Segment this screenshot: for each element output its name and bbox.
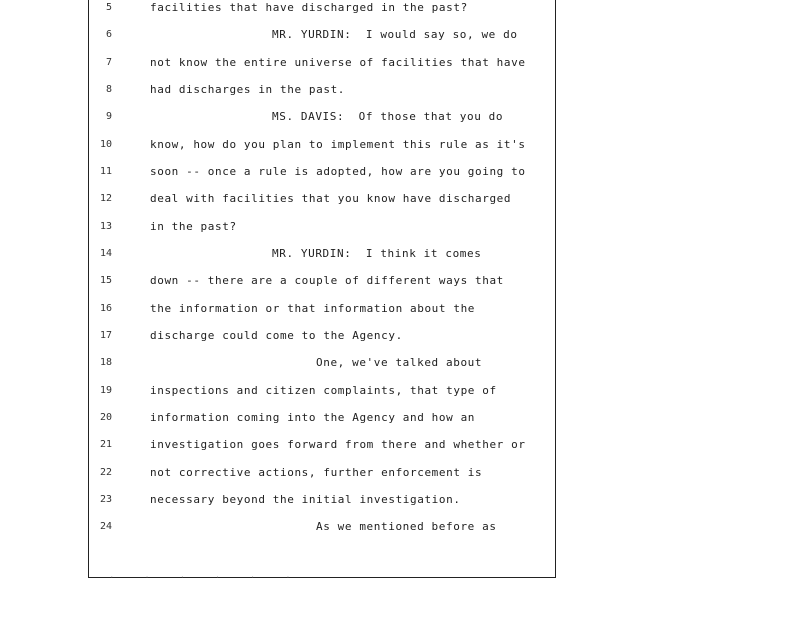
line-number: 13 xyxy=(99,221,112,232)
line-text: not corrective actions, further enforcement is xyxy=(150,466,483,479)
line-text: in the past? xyxy=(150,220,237,233)
transcript-line xyxy=(0,411,800,431)
transcript-line xyxy=(0,83,800,103)
line-number: 6 xyxy=(105,29,112,40)
line-number: 24 xyxy=(99,521,112,532)
transcript-line xyxy=(0,329,800,349)
line-text: necessary beyond the initial investigation. xyxy=(150,493,461,506)
line-text: deal with facilities that you know have discharged xyxy=(150,192,512,205)
line-text: soon -- once a rule is adopted, how are you going to xyxy=(150,165,526,178)
line-number: 7 xyxy=(105,57,112,68)
line-text: As we mentioned before as xyxy=(316,520,497,533)
line-text: investigation goes forward from there and whether or xyxy=(150,438,526,451)
line-number: 22 xyxy=(99,467,112,478)
line-number: 10 xyxy=(99,139,112,150)
line-number: 5 xyxy=(105,2,112,13)
line-number: 19 xyxy=(99,385,112,396)
line-text: information coming into the Agency and how an xyxy=(150,411,476,424)
line-text: MS. DAVIS: Of those that you do xyxy=(272,110,504,123)
transcript-line xyxy=(0,220,800,240)
transcript-line xyxy=(0,274,800,294)
transcript-line xyxy=(0,247,800,267)
transcript-line xyxy=(0,302,800,322)
transcript-line xyxy=(0,466,800,486)
line-number: 12 xyxy=(99,193,112,204)
line-number: 9 xyxy=(105,111,112,122)
line-text: One, we've talked about xyxy=(316,356,483,369)
transcript-line xyxy=(0,110,800,130)
transcript-line xyxy=(0,56,800,76)
line-number: 23 xyxy=(99,494,112,505)
transcript-line xyxy=(0,165,800,185)
line-number: 15 xyxy=(99,275,112,286)
line-text: facilities that have discharged in the past? xyxy=(150,1,468,14)
transcript-line xyxy=(0,28,800,48)
line-text: discharge could come to the Agency. xyxy=(150,329,403,342)
line-text: MR. YURDIN: I would say so, we do xyxy=(272,28,518,41)
line-number: 11 xyxy=(99,166,112,177)
line-number: 20 xyxy=(99,412,112,423)
transcript-line xyxy=(0,138,800,158)
line-text: inspections and citizen complaints, that type of xyxy=(150,384,497,397)
line-text: MR. YURDIN: I think it comes xyxy=(272,247,482,260)
line-text: the information or that information about the xyxy=(150,302,476,315)
line-number: 8 xyxy=(105,84,112,95)
line-text: had discharges in the past. xyxy=(150,83,346,96)
footer-scan-marks: · · · · · · xyxy=(110,574,304,578)
transcript-line xyxy=(0,192,800,212)
line-text: know, how do you plan to implement this rule as it's xyxy=(150,138,526,151)
line-text: not know the entire universe of facilities that have xyxy=(150,56,526,69)
transcript-line xyxy=(0,438,800,458)
line-number: 16 xyxy=(99,303,112,314)
transcript-line xyxy=(0,493,800,513)
line-number: 21 xyxy=(99,439,112,450)
transcript-line xyxy=(0,356,800,376)
line-number: 18 xyxy=(99,357,112,368)
transcript-line xyxy=(0,1,800,21)
transcript-line xyxy=(0,384,800,404)
line-number: 14 xyxy=(99,248,112,259)
transcript-line xyxy=(0,520,800,540)
line-number: 17 xyxy=(99,330,112,341)
line-text: down -- there are a couple of different ways that xyxy=(150,274,504,287)
